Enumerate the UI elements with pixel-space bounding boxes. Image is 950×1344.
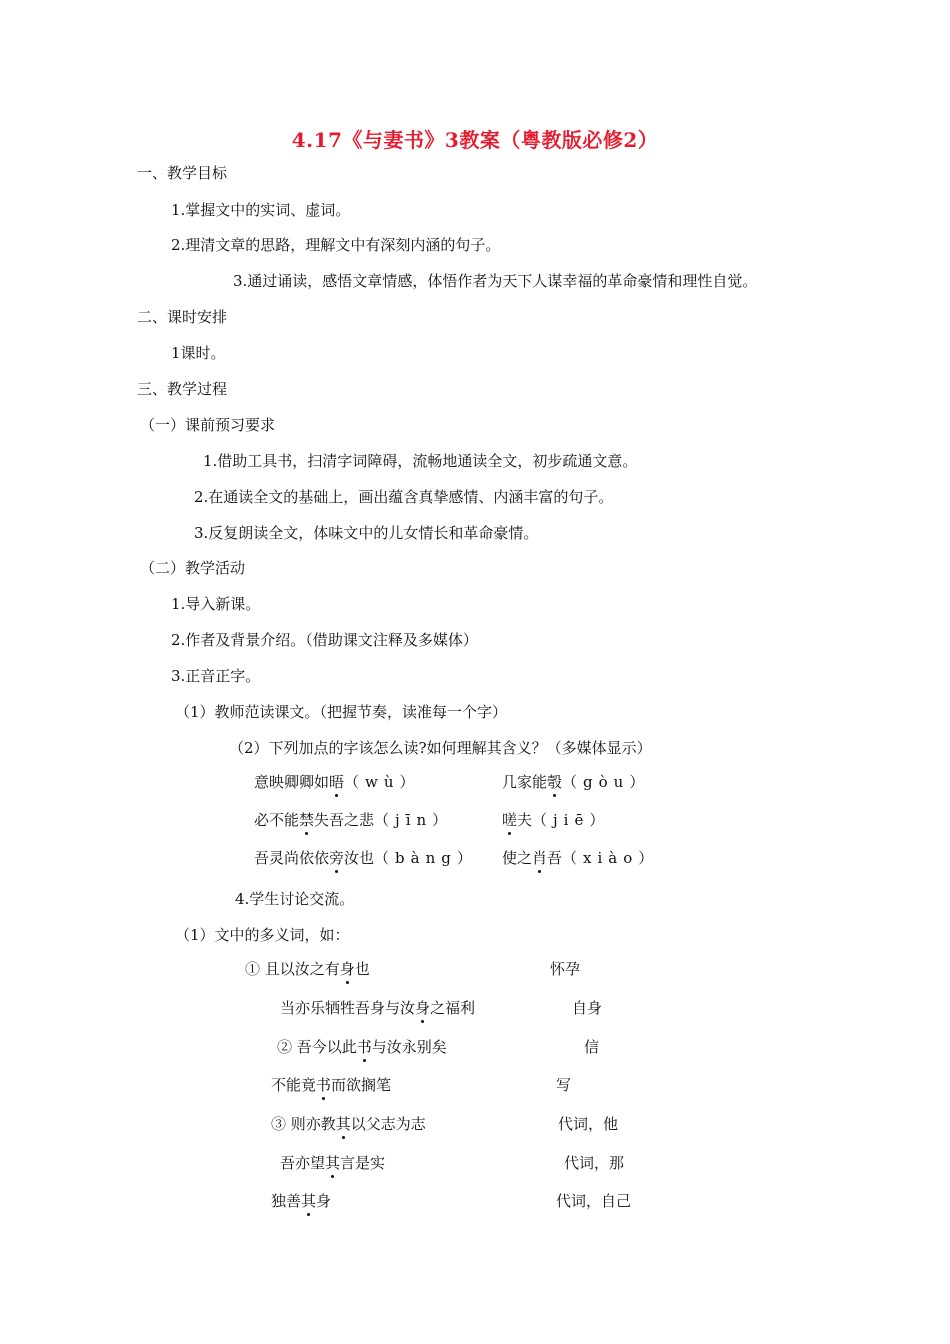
preview-item-1: 1.借助工具书，扫清字词障碍，流畅地通读全文，初步疏通文意。 (203, 452, 638, 470)
polysemy-sentence (271, 1191, 331, 1211)
preview-item-2: 2.在通读全文的基础上，画出蕴含真挚感情、内涵丰富的句子。 (194, 488, 614, 506)
pronunciation-text: 失吾之悲 (314, 811, 375, 829)
pronunciation-text: 吾灵尚依依 (254, 849, 330, 867)
dotted-char: 禁 (299, 811, 315, 829)
pinyin: （bàng） (374, 849, 478, 867)
dotted-char: 身 (339, 960, 355, 978)
polysemy-text: 不能竟 (271, 1076, 317, 1094)
objective-item-3: 3.通过诵读，感悟文章情感，体悟作者为天下人谋幸福的革命豪情和理性自觉。 (233, 272, 758, 290)
activity-item-3-1: （1）教师范读课文。（把握节奏，读准每一个字） (175, 703, 508, 721)
subsection-heading-activities: （二）教学活动 (140, 559, 246, 577)
polysemy-meaning: 代词，那 (564, 1154, 625, 1172)
pronunciation-text: 吾 (547, 849, 563, 867)
polysemy-sentence (271, 1114, 426, 1134)
polysemy-meaning: 自身 (572, 999, 603, 1017)
polysemy-meaning: 代词，自己 (556, 1192, 632, 1210)
polysemy-text: ③ 则亦教 (271, 1115, 336, 1133)
polysemy-text: 与汝永别矣 (371, 1038, 447, 1056)
section-heading-process: 三、教学过程 (137, 380, 228, 398)
polysemy-meaning: 怀孕 (550, 960, 581, 978)
section-heading-schedule: 二、课时安排 (137, 308, 228, 326)
pronunciation-text: 意映卿卿如 (254, 773, 330, 791)
objective-item-1: 1.掌握文中的实词、虚词。 (171, 201, 351, 219)
polysemy-text: 也 (354, 960, 370, 978)
polysemy-text: 以父志为志 (350, 1115, 426, 1133)
dotted-char: 彀 (547, 773, 563, 791)
pronunciation-entry (254, 772, 421, 792)
pronunciation-text: 使之 (502, 849, 533, 867)
pinyin: （jīn） (374, 811, 454, 829)
polysemy-sentence (271, 1075, 391, 1095)
pinyin: （jiē） (532, 811, 611, 829)
dotted-char: 其 (325, 1154, 341, 1172)
polysemy-meaning: 代词，他 (558, 1115, 619, 1133)
polysemy-sentence (245, 959, 370, 979)
dotted-char: 嗟 (502, 811, 518, 829)
polysemy-text: 吾亦望 (280, 1154, 326, 1172)
polysemy-meaning: 信 (584, 1038, 600, 1056)
schedule-item-1: 1课时。 (171, 344, 226, 362)
polysemy-text: 独善 (271, 1192, 302, 1210)
polysemy-sentence (277, 1037, 447, 1057)
pronunciation-entry (254, 848, 478, 868)
pronunciation-entry (254, 810, 453, 830)
activity-item-1: 1.导入新课。 (171, 595, 261, 613)
document-title: 4.17《与妻书》3教案（粤教版必修2） (291, 128, 659, 152)
polysemy-sentence (280, 1153, 385, 1173)
dotted-char: 晤 (329, 773, 345, 791)
dotted-char: 其 (335, 1115, 351, 1133)
polysemy-text: ① 且以汝之有 (245, 960, 340, 978)
pronunciation-entry (502, 772, 650, 792)
activity-item-2: 2.作者及背景介绍。（借助课文注释及多媒体） (171, 631, 478, 649)
polysemy-text: 身 (316, 1192, 332, 1210)
polysemy-text: 之福利 (430, 999, 476, 1017)
dotted-char: 其 (301, 1192, 317, 1210)
polysemy-meaning: 写 (556, 1076, 572, 1094)
discussion-subheading: （1）文中的多义词，如： (175, 926, 350, 944)
subsection-heading-preview: （一）课前预习要求 (140, 416, 276, 434)
preview-item-3: 3.反复朗读全文，体味文中的儿女情长和革命豪情。 (194, 524, 539, 542)
section-heading-objectives: 一、教学目标 (137, 164, 228, 182)
objective-item-2: 2.理清文章的思路，理解文中有深刻内涵的句子。 (171, 236, 501, 254)
discussion-heading: 4.学生讨论交流。 (235, 890, 355, 908)
dotted-char: 书 (316, 1076, 332, 1094)
pronunciation-entry (502, 810, 610, 830)
dotted-char: 身 (415, 999, 431, 1017)
dotted-char: 肖 (532, 849, 548, 867)
pronunciation-entry (502, 848, 659, 868)
activity-item-3: 3.正音正字。 (171, 667, 261, 685)
pinyin: （gòu） (562, 773, 651, 791)
polysemy-text: 言是实 (340, 1154, 386, 1172)
pronunciation-text: 必不能 (254, 811, 300, 829)
pronunciation-text: 夫 (517, 811, 533, 829)
polysemy-sentence (280, 998, 475, 1018)
activity-item-3-2: （2）下列加点的字该怎么读?如何理解其含义？（多媒体显示） (229, 739, 652, 757)
pronunciation-text: 汝也 (344, 849, 375, 867)
pinyin: （xiào） (562, 849, 660, 867)
polysemy-text: ② 吾今以此 (277, 1038, 357, 1056)
polysemy-text: 而欲搁笔 (331, 1076, 392, 1094)
pronunciation-text: 几家能 (502, 773, 548, 791)
dotted-char: 书 (356, 1038, 372, 1056)
dotted-char: 旁 (329, 849, 345, 867)
polysemy-text: 当亦乐牺牲吾身与汝 (280, 999, 416, 1017)
pinyin: （wù） (344, 773, 421, 791)
